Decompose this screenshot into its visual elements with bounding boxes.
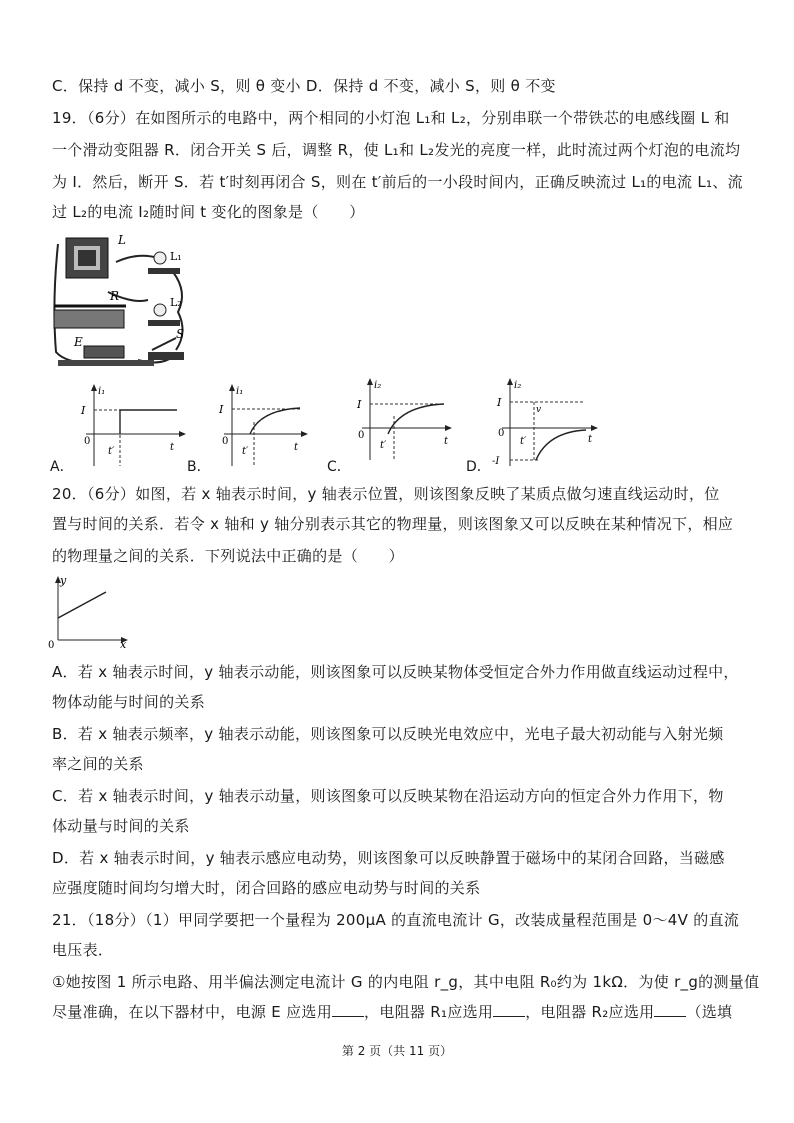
circuit-label-L2: L₂ bbox=[170, 296, 182, 309]
q20-option-c-line-1: C．若 x 轴表示时间，y 轴表示动量，则该图象可以反映某物在沿运动方向的恒定合外力作用下，物 bbox=[52, 787, 724, 805]
svg-text:t: t bbox=[170, 442, 175, 453]
svg-text:t: t bbox=[444, 436, 449, 447]
q19-text-line-1: 19．（6分）在如图所示的电路中，两个相同的小灯泡 L₁和 L₂，分别串联一个带铁芯的电感线圈 L 和 bbox=[52, 109, 730, 127]
circuit-label-R: R bbox=[110, 289, 120, 303]
q21-line4-part-d: （选填 bbox=[686, 1003, 733, 1021]
svg-text:I: I bbox=[497, 396, 502, 409]
q18-options-line: C．保持 d 不变，减小 S，则 θ 变小 D．保持 d 不变，减小 S，则 θ 不变 bbox=[52, 77, 556, 95]
svg-text:t′: t′ bbox=[380, 440, 387, 451]
svg-text:0: 0 bbox=[498, 428, 505, 439]
q21-line4-part-a: 尽量准确，在以下器材中，电源 E 应选用 bbox=[52, 1003, 333, 1021]
svg-text:v: v bbox=[536, 405, 542, 415]
svg-text:i₂: i₂ bbox=[374, 380, 382, 391]
q20-option-c-line-2: 体动量与时间的关系 bbox=[52, 817, 190, 835]
svg-text:i₁: i₁ bbox=[236, 386, 244, 397]
q19-option-d-label: D． bbox=[466, 459, 491, 475]
q21-line4-part-b: ，电阻器 R₁应选用 bbox=[364, 1003, 494, 1021]
q19-graph-a bbox=[72, 382, 190, 472]
q21-text-line-1: 21．（18分）（1）甲同学要把一个量程为 200μA 的直流电流计 G，改装成量程范围是 0～4V 的直流 bbox=[52, 911, 740, 929]
circuit-label-L: L bbox=[118, 233, 126, 247]
circuit-label-S: S bbox=[176, 327, 185, 341]
svg-text:0: 0 bbox=[222, 436, 229, 447]
q19-circuit-figure bbox=[48, 232, 196, 372]
q20-option-a-line-1: A．若 x 轴表示时间，y 轴表示动能，则该图象可以反映某物体受恒定合外力作用做直线运动过程中， bbox=[52, 663, 739, 681]
svg-text:i₂: i₂ bbox=[514, 380, 522, 391]
q20-text-line-3: 的物理量之间的关系．下列说法中正确的是（ ） bbox=[52, 547, 404, 565]
q20-option-b-line-2: 率之间的关系 bbox=[52, 755, 144, 773]
q19-option-a-label: A． bbox=[50, 459, 74, 475]
q19-graph-c bbox=[348, 376, 458, 466]
q20-option-b-line-1: B．若 x 轴表示频率，y 轴表示动能，则该图象可以反映光电效应中，光电子最大初动能与入射光频 bbox=[52, 725, 724, 743]
q19-text-line-4: 过 L₂的电流 I₂随时间 t 变化的图象是（ ） bbox=[52, 203, 365, 221]
circuit-label-E: E bbox=[74, 335, 83, 349]
q19-text-line-2: 一个滑动变阻器 R．闭合开关 S 后，调整 R，使 L₁和 L₂发光的亮度一样，此时流过两个灯泡的电流均 bbox=[52, 141, 741, 159]
q21-text-line-3: ①她按图 1 所示电路、用半偏法测定电流计 G 的内电阻 r_g，其中电阻 R₀约为 1kΩ．为使 r_g的测量值 bbox=[52, 973, 760, 991]
svg-text:t′: t′ bbox=[242, 446, 249, 457]
svg-text:i₁: i₁ bbox=[98, 386, 106, 397]
q21-line4-part-c: ，电阻器 R₂应选用 bbox=[525, 1003, 655, 1021]
circuit-label-L1: L₁ bbox=[170, 250, 182, 263]
q19-option-c-label: C． bbox=[327, 459, 351, 475]
q20-option-d-line-1: D．若 x 轴表示时间，y 轴表示感应电动势，则该图象可以反映静置于磁场中的某闭合回路，当磁感 bbox=[52, 849, 725, 867]
page-footer: 第 2 页（共 11 页） bbox=[341, 1044, 453, 1058]
svg-text:y: y bbox=[60, 574, 67, 587]
q20-text-line-2: 置与时间的关系．若令 x 轴和 y 轴分别表示其它的物理量，则该图象又可以反映在某种情况下，相应 bbox=[52, 515, 734, 533]
svg-text:I: I bbox=[219, 403, 224, 416]
q20-option-a-line-2: 物体动能与时间的关系 bbox=[52, 693, 206, 711]
svg-text:0: 0 bbox=[48, 640, 55, 650]
q21-text-line-2: 电压表． bbox=[52, 941, 114, 959]
svg-text:-I: -I bbox=[492, 456, 500, 467]
svg-text:0: 0 bbox=[358, 430, 365, 441]
svg-text:x: x bbox=[120, 638, 127, 650]
svg-text:t′: t′ bbox=[108, 446, 115, 457]
svg-text:I: I bbox=[357, 398, 362, 411]
answer-blank-r2[interactable] bbox=[654, 1002, 686, 1017]
answer-blank-e[interactable] bbox=[332, 1002, 364, 1017]
q21-text-line-4 bbox=[52, 1002, 732, 1022]
q19-graph-b bbox=[210, 382, 310, 472]
svg-text:t: t bbox=[294, 442, 299, 453]
q20-option-d-line-2: 应强度随时间均匀增大时，闭合回路的感应电动势与时间的关系 bbox=[52, 879, 481, 897]
svg-text:0: 0 bbox=[84, 436, 91, 447]
q20-line-graph bbox=[48, 574, 132, 650]
svg-text:I: I bbox=[81, 404, 86, 417]
answer-blank-r1[interactable] bbox=[493, 1002, 525, 1017]
svg-text:t′: t′ bbox=[520, 436, 527, 447]
q19-text-line-3: 为 I．然后，断开 S．若 t′时刻再闭合 S，则在 t′前后的一小段时间内，正确反映流过 L₁的电流 L₁、流 bbox=[52, 173, 743, 191]
q19-graph-d bbox=[488, 376, 606, 472]
svg-text:t: t bbox=[588, 434, 593, 445]
q20-text-line-1: 20．（6分）如图，若 x 轴表示时间，y 轴表示位置，则该图象反映了某质点做匀速直线运动时，位 bbox=[52, 485, 720, 503]
q19-option-b-label: B． bbox=[187, 459, 211, 475]
